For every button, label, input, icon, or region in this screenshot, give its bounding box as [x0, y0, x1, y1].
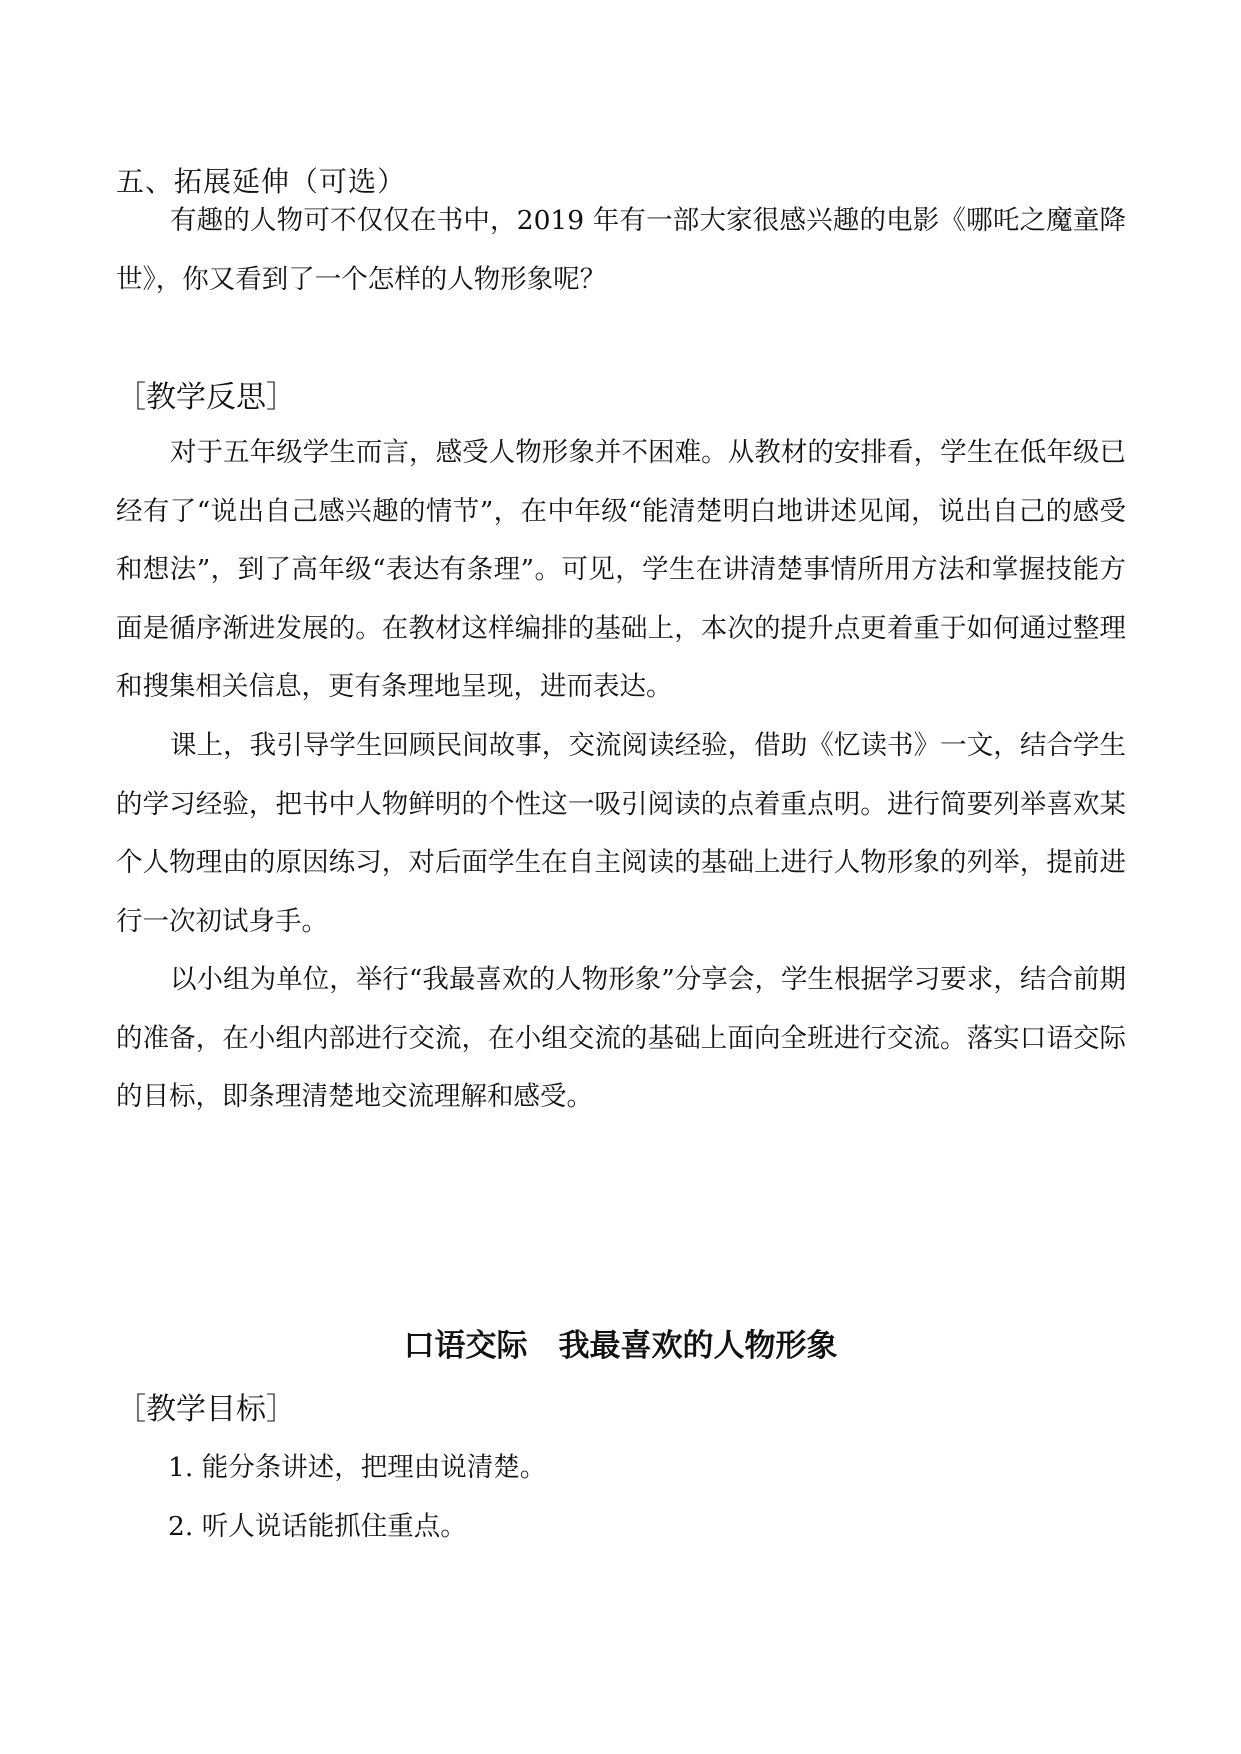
- objectives-heading: ［教学目标］: [116, 1392, 296, 1427]
- lesson-title: 口语交际 我最喜欢的人物形象: [403, 1328, 838, 1364]
- objective-item-1: 1. 能分条讲述，把理由说清楚。: [168, 1452, 547, 1483]
- reflection-paragraph-1: 对于五年级学生而言，感受人物形象并不困难。从教材的安排看，学生在低年级已经有了“说出自己感兴趣的情节”，在中年级“能清楚明白地讲述见闻，说出自己的感受和想法”，到了高年级“表达有条理”。可见，学生在讲清楚事情所用方法和掌握技能方面是循序渐进发展的。在教材这样编排的基础上，本次的提升点更着重于如何通过整理和搜集相关信息，更有条理地呈现，进而表达。: [116, 437, 1126, 702]
- objective-item-2: 2. 听人说话能抓住重点。: [168, 1511, 467, 1542]
- extension-paragraph: 有趣的人物可不仅仅在书中，2019 年有一部大家很感兴趣的电影《哪吒之魔童降世》，你又看到了一个怎样的人物形象呢？: [116, 205, 1126, 295]
- reflection-paragraph-3: 以小组为单位，举行“我最喜欢的人物形象”分享会，学生根据学习要求，结合前期的准备，在小组内部进行交流，在小组交流的基础上面向全班进行交流。落实口语交际的目标，即条理清楚地交流理解和感受。: [116, 964, 1126, 1112]
- section-heading-extension: 五、拓展延伸（可选）: [116, 165, 407, 198]
- reflection-heading: ［教学反思］: [116, 380, 296, 415]
- reflection-paragraph-2: 课上，我引导学生回顾民间故事，交流阅读经验，借助《忆读书》一文，结合学生的学习经验，把书中人物鲜明的个性这一吸引阅读的点着重点明。进行简要列举喜欢某个人物理由的原因练习，对后面学生在自主阅读的基础上进行人物形象的列举，提前进行一次初试身手。: [116, 730, 1126, 937]
